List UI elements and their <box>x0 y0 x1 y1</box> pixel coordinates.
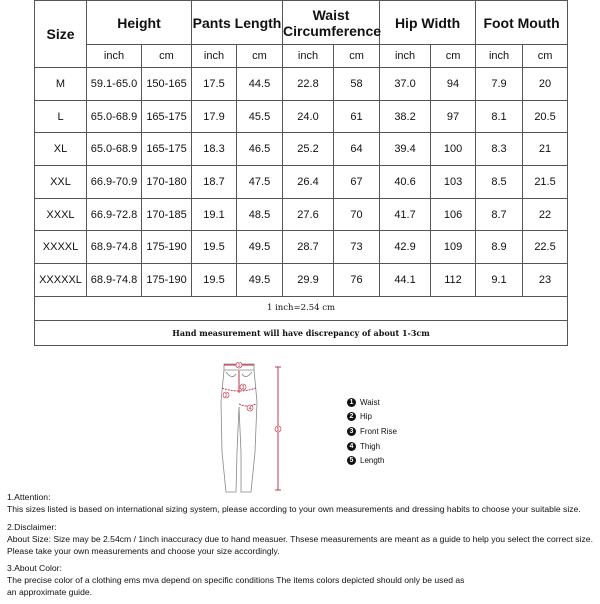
legend-item-waist <box>347 395 397 410</box>
attention-title: 1.Attention: <box>7 492 51 502</box>
cell-hip-inch: 42.9 <box>380 231 431 264</box>
table-row <box>35 231 568 264</box>
header-size: Size <box>35 1 87 68</box>
cell-hip-cm: 97 <box>431 100 476 133</box>
cell-waist-inch: 26.4 <box>283 166 334 199</box>
size-chart <box>34 0 567 346</box>
conversion-note: 1 inch=2.54 cm <box>35 296 568 320</box>
cell-foot-mouth-cm: 22 <box>523 198 568 231</box>
cell-height-inch: 65.0-68.9 <box>87 100 142 133</box>
cell-size: M <box>35 68 87 101</box>
cell-hip-cm: 106 <box>431 198 476 231</box>
cell-size: XXXXL <box>35 231 87 264</box>
cell-foot-mouth-inch: 9.1 <box>476 264 523 297</box>
table-row <box>35 198 568 231</box>
header-waist <box>283 1 380 45</box>
cell-pants-length-inch: 19.1 <box>192 198 237 231</box>
marker-thigh-label: 4 <box>248 406 252 412</box>
disclaimer-block <box>7 521 597 557</box>
cell-waist-inch: 25.2 <box>283 133 334 166</box>
cell-pants-length-cm: 46.5 <box>237 133 283 166</box>
cell-hip-inch: 38.2 <box>380 100 431 133</box>
cell-size: XXXXXL <box>35 264 87 297</box>
cell-foot-mouth-inch: 8.3 <box>476 133 523 166</box>
color-block <box>7 562 597 598</box>
cell-hip-inch: 37.0 <box>380 68 431 101</box>
cell-pants-length-inch: 19.5 <box>192 264 237 297</box>
legend-label: Thigh <box>360 441 381 451</box>
cell-height-cm: 175-190 <box>142 264 192 297</box>
cell-pants-length-inch: 19.5 <box>192 231 237 264</box>
cell-pants-length-inch: 18.3 <box>192 133 237 166</box>
cell-pants-length-cm: 49.5 <box>237 264 283 297</box>
legend-item-thigh <box>347 439 397 454</box>
legend-number: 5 <box>347 456 356 465</box>
legend-number: 4 <box>347 442 356 451</box>
cell-height-inch: 68.9-74.8 <box>87 231 142 264</box>
unit-cm: cm <box>237 45 283 68</box>
cell-height-cm: 170-180 <box>142 166 192 199</box>
discrepancy-row <box>35 320 568 345</box>
cell-hip-cm: 109 <box>431 231 476 264</box>
cell-foot-mouth-cm: 20.5 <box>523 100 568 133</box>
cell-pants-length-cm: 49.5 <box>237 231 283 264</box>
disclaimer-title: 2.Disclaimer: <box>7 521 57 532</box>
unit-cm: cm <box>334 45 380 68</box>
header-pants-length: Pants Length <box>192 1 283 45</box>
unit-inch: inch <box>192 45 237 68</box>
cell-hip-inch: 41.7 <box>380 198 431 231</box>
cell-size: L <box>35 100 87 133</box>
cell-waist-inch: 27.6 <box>283 198 334 231</box>
marker-length-label: 5 <box>276 427 280 433</box>
legend-label: Waist <box>360 397 380 407</box>
disclaimer-text-1: About Size: Size may be 2.54cm / 1inch inaccuracy due to hand measuer. Thsese measurements are meant as a guide to help you select the correct size. <box>7 533 593 544</box>
cell-hip-inch: 40.6 <box>380 166 431 199</box>
header-hip-width: Hip Width <box>380 1 476 45</box>
cell-pants-length-inch: 17.9 <box>192 100 237 133</box>
size-table <box>34 0 568 346</box>
pants-measurement-figure <box>210 362 300 496</box>
table-row <box>35 264 568 297</box>
cell-hip-cm: 112 <box>431 264 476 297</box>
unit-inch: inch <box>87 45 142 68</box>
cell-height-cm: 170-185 <box>142 198 192 231</box>
header-waist-line1: Waist <box>312 6 350 23</box>
cell-waist-cm: 58 <box>334 68 380 101</box>
cell-waist-cm: 64 <box>334 133 380 166</box>
measurement-legend <box>347 395 397 468</box>
cell-size: XXXL <box>35 198 87 231</box>
attention-text: This sizes listed is based on international sizing system, please according to your own measurements and dressing habits to choose your suitable size. <box>7 504 581 514</box>
cell-foot-mouth-inch: 8.9 <box>476 231 523 264</box>
unit-cm: cm <box>142 45 192 68</box>
unit-inch: inch <box>283 45 334 68</box>
units-row <box>35 45 568 68</box>
header-height: Height <box>87 1 192 45</box>
cell-waist-inch: 24.0 <box>283 100 334 133</box>
cell-foot-mouth-cm: 23 <box>523 264 568 297</box>
cell-waist-inch: 28.7 <box>283 231 334 264</box>
cell-foot-mouth-cm: 20 <box>523 68 568 101</box>
legend-item-hip <box>347 410 397 425</box>
cell-foot-mouth-cm: 22.5 <box>523 231 568 264</box>
table-row <box>35 100 568 133</box>
cell-height-inch: 59.1-65.0 <box>87 68 142 101</box>
conversion-row <box>35 296 568 320</box>
cell-waist-cm: 76 <box>334 264 380 297</box>
cell-size: XXL <box>35 166 87 199</box>
cell-height-cm: 175-190 <box>142 231 192 264</box>
pants-outline-drawing <box>210 362 300 496</box>
color-text-2: an approximate guide. <box>7 587 93 597</box>
cell-foot-mouth-cm: 21.5 <box>523 166 568 199</box>
header-row <box>35 1 568 45</box>
legend-label: Front Rise <box>360 426 397 436</box>
legend-label: Length <box>360 456 385 466</box>
cell-hip-cm: 103 <box>431 166 476 199</box>
cell-foot-mouth-inch: 8.1 <box>476 100 523 133</box>
cell-pants-length-inch: 18.7 <box>192 166 237 199</box>
legend-item-front-rise <box>347 424 397 439</box>
marker-front-rise-label: 3 <box>241 385 245 391</box>
cell-waist-inch: 22.8 <box>283 68 334 101</box>
table-row <box>35 133 568 166</box>
table-row <box>35 68 568 101</box>
legend-label: Hip <box>360 412 373 422</box>
legend-number: 3 <box>347 427 356 436</box>
cell-size: XL <box>35 133 87 166</box>
attention-block <box>7 491 597 515</box>
cell-waist-inch: 29.9 <box>283 264 334 297</box>
notes-section <box>7 491 597 604</box>
header-waist-line2: Circumference <box>283 22 382 39</box>
color-text-1: The precise color of a clothing ems mva depend on specific conditions The items colors depicted should only be used as <box>7 575 465 585</box>
unit-cm: cm <box>431 45 476 68</box>
cell-height-cm: 150-165 <box>142 68 192 101</box>
cell-waist-cm: 70 <box>334 198 380 231</box>
cell-pants-length-cm: 47.5 <box>237 166 283 199</box>
legend-number: 1 <box>347 398 356 407</box>
disclaimer-text-2: Please take your own measurements and choose your size accordingly. <box>7 545 280 556</box>
header-foot-mouth: Foot Mouth <box>476 1 568 45</box>
unit-inch: inch <box>380 45 431 68</box>
cell-hip-cm: 94 <box>431 68 476 101</box>
legend-item-length <box>347 453 397 468</box>
table-row <box>35 166 568 199</box>
cell-foot-mouth-inch: 8.7 <box>476 198 523 231</box>
cell-waist-cm: 67 <box>334 166 380 199</box>
unit-cm: cm <box>523 45 568 68</box>
cell-height-cm: 165-175 <box>142 100 192 133</box>
cell-height-inch: 68.9-74.8 <box>87 264 142 297</box>
cell-waist-cm: 73 <box>334 231 380 264</box>
discrepancy-note: Hand measurement will have discrepancy of about 1-3cm <box>35 320 568 345</box>
cell-waist-cm: 61 <box>334 100 380 133</box>
cell-foot-mouth-inch: 7.9 <box>476 68 523 101</box>
cell-foot-mouth-inch: 8.5 <box>476 166 523 199</box>
legend-number: 2 <box>347 412 356 421</box>
cell-height-cm: 165-175 <box>142 133 192 166</box>
cell-pants-length-cm: 44.5 <box>237 68 283 101</box>
color-title: 3.About Color: <box>7 563 62 573</box>
cell-height-inch: 66.9-70.9 <box>87 166 142 199</box>
cell-height-inch: 66.9-72.8 <box>87 198 142 231</box>
cell-pants-length-cm: 48.5 <box>237 198 283 231</box>
cell-hip-inch: 39.4 <box>380 133 431 166</box>
cell-hip-inch: 44.1 <box>380 264 431 297</box>
cell-pants-length-cm: 45.5 <box>237 100 283 133</box>
cell-height-inch: 65.0-68.9 <box>87 133 142 166</box>
cell-hip-cm: 100 <box>431 133 476 166</box>
unit-inch: inch <box>476 45 523 68</box>
cell-pants-length-inch: 17.5 <box>192 68 237 101</box>
marker-waist-label: 1 <box>237 363 241 369</box>
cell-foot-mouth-cm: 21 <box>523 133 568 166</box>
marker-hip-label: 2 <box>224 393 228 399</box>
